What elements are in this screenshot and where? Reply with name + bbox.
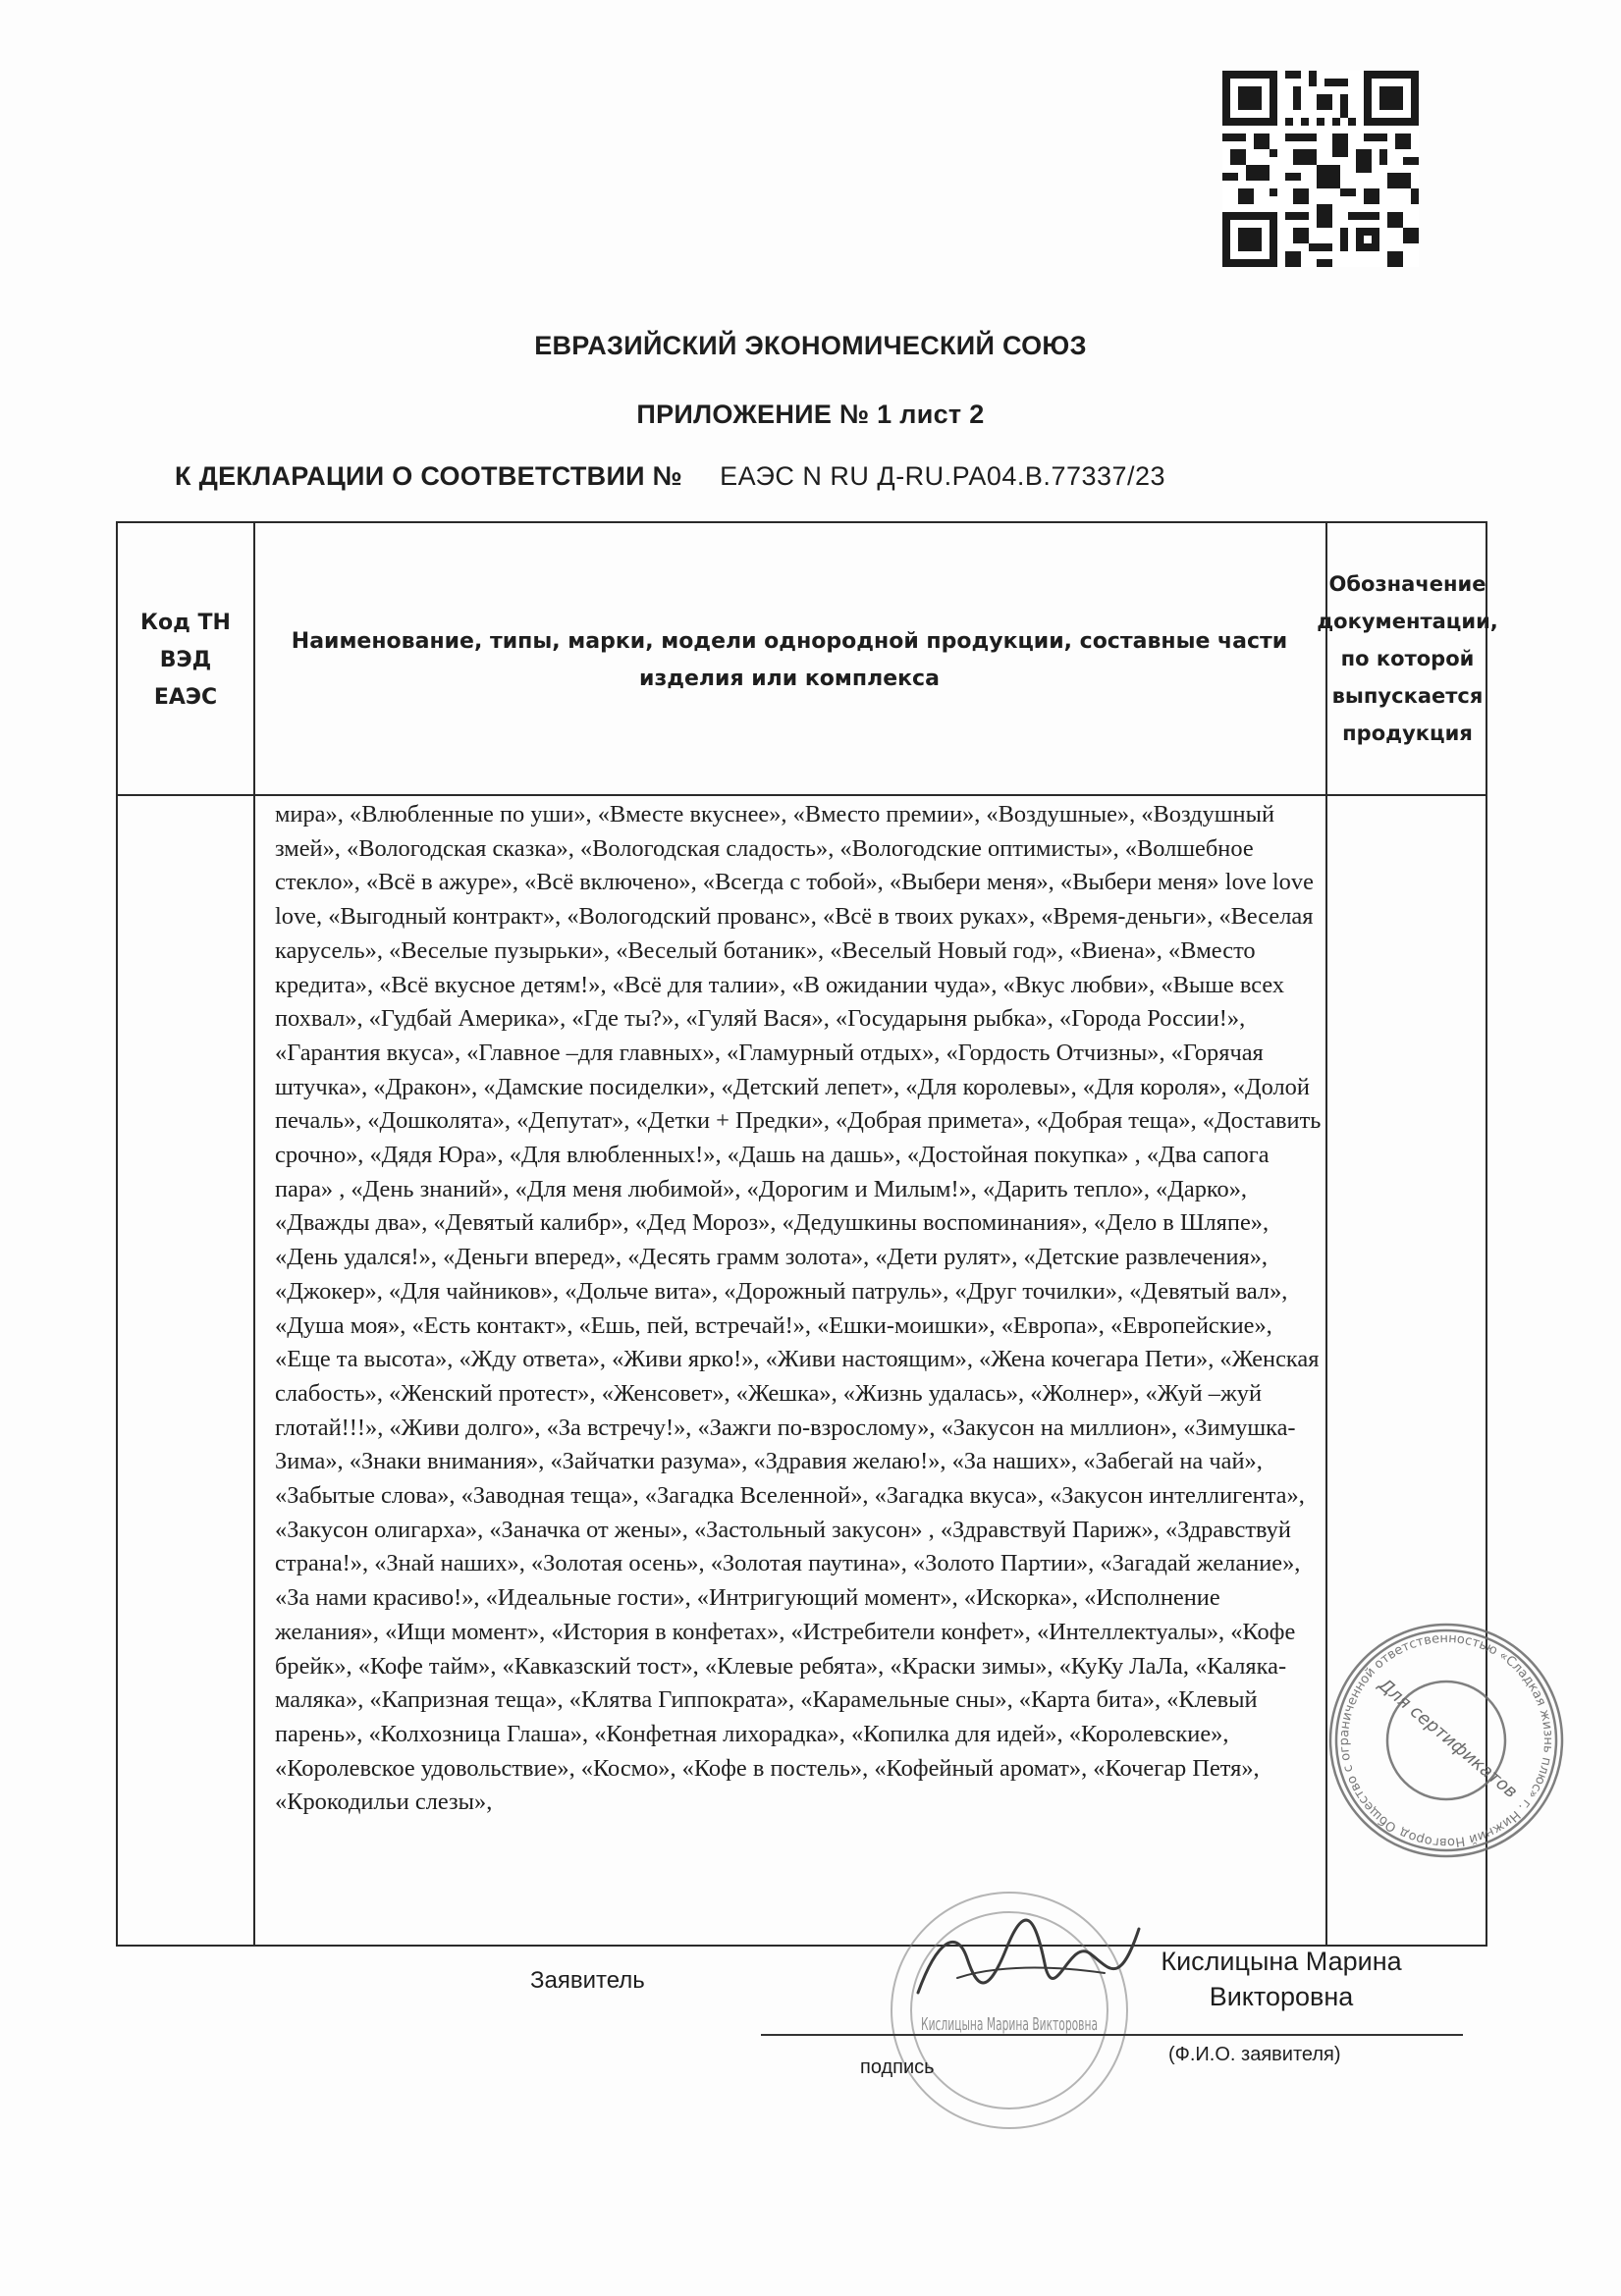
stamp-ring-text: Общество с ограниченной ответственностью «Сладкая жизнь плюс» г. Нижний Новгород xyxy=(1336,1630,1556,1850)
stamp-center-text: Для сертификатов xyxy=(1374,1674,1522,1803)
handwritten-signature-icon xyxy=(898,1899,1154,2017)
product-names-list: мира», «Влюбленные по уши», «Вместе вкуснее», «Вместо премии», «Воздушные», «Воздушный змей», «Вологодская сказка», «Вологодская сладость», «Вологодские оптимисты», «Волшебное стекло», «Всё в ажуре», «Всё включено», «Всегда с тобой», «Выбери меня», «Выбери меня» love love love, «Выгодный контракт», «Вологодский прованс», «Всё в твоих руках», «Время-деньги», «Веселая карусель», «Веселые пузырьки», «Веселый ботаник», «Веселый Новый год», «Виена», «Вместо кредита», «Всё вкусное детям!», «Всё для талии», «В ожидании чуда», «Вкус любви», «Выше всех похвал», «Гудбай Америка», «Где ты?», «Гуляй Вася», «Государыня рыбка», «Города России!», «Гарантия вкуса», «Главное –для главных», «Гламурный отдых», «Гордость Отчизны», «Горячая штучка», «Дракон», «Дамские посиделки», «Детский лепет», «Для королевы», «Для короля», «Долой печаль», «Дошколята», «Депутат», «Детки + Предки», «Добрая примета», «Добрая теща», «Доставить срочно», «Дядя Юра», «Для влюбленных!», «Дашь на дашь», «Достойная покупка» , «Два сапога пара» , «День знаний», «Для меня любимой», «Дорогим и Милым!», «Дарить тепло», «Дарко», «Дважды два», «Девятый калибр», «Дед Мороз», «Дедушкины воспоминания», «Дело в Шляпе», «День удался!», «Деньги вперед», «Десять грамм золота», «Дети рулят», «Детские развлечения», «Джокер», «Для чайников», «Дольче вита», «Дорожный патруль», «Друг точилки», «Девятый вал», «Душа моя», «Есть контакт», «Ешь, пей, встречай!», «Ешки-моишки», «Европа», «Европейские», «Еще та высота», «Жду ответа», «Живи ярко!», «Живи настоящим», «Жена кочегара Пети», «Женская слабость», «Женский протест», «Женсовет», «Жешка», «Жизнь удалась», «Жолнер», «Жуй –жуй глотай!!!», «Живи долго», «За встречу!», «Зажги по-взрослому», «Закусон на миллион», «Зимушка-Зима», «Знаки внимания», «Зайчатки разума», «Здравия желаю!», «За наших», «Забегай на чай», «Забытые слова», «Заводная теща», «Загадка Вселенной», «Загадка вкуса», «Закусон интеллигента», «Закусон олигарха», «Заначка от жены», «Застольный закусон» , «Здравствуй Париж», «Здравствуй страна!», «Знай наших», «Золотая осень», «Золотая паутина», «Золото Партии», «Загадай желание», «За нами красиво!», «Идеальные гости», «Интригующий момент», «Искорка», «Исполнение желания», «Ищи момент», «История в конфетах», «Истребители конфет», «Интеллектуалы», «Кофе брейк», «Кофе тайм», «Кавказский тост», «Клевые ребята», «Краски зимы», «КуКу ЛаЛа, «Каляка-маляка», «Капризная теща», «Клятва Гиппократа», «Карамельные сны», «Карта бита», «Клевый парень», «Колхозница Глаша», «Конфетная лихорадка», «Копилка для идей», «Королевские», «Королевское удовольствие», «Космо», «Кофе в постель», «Кофейный аромат», «Кочегар Петя», «Крокодильи слезы», xyxy=(275,801,1322,1816)
col-header-doc-line: продукция xyxy=(1342,721,1473,745)
col-header-code-line: Код ТН xyxy=(140,611,231,635)
appendix-title: ПРИЛОЖЕНИЕ № 1 лист 2 xyxy=(636,400,985,429)
col-header-doc-line: выпускается xyxy=(1331,684,1484,708)
header-divider xyxy=(118,794,1486,796)
col-header-name: Наименование, типы, марки, модели однородной продукции, составные части изделия или комплекса xyxy=(291,629,1288,691)
col-header-code-line: ВЭД xyxy=(159,648,212,672)
col-header-documentation xyxy=(1317,523,1498,794)
applicant-name-line: Кислицына Марина xyxy=(1161,1947,1402,1976)
col-header-doc-line: документации, xyxy=(1317,610,1498,633)
col-header-doc-line: по которой xyxy=(1340,647,1475,670)
name-caption: (Ф.И.О. заявителя) xyxy=(1168,2044,1341,2065)
company-stamp-icon xyxy=(1324,1618,1569,1863)
signer-stamp-text: Кислицына Марина Викторовна xyxy=(921,2014,1098,2035)
applicant-name-line: Викторовна xyxy=(1209,1982,1354,2011)
col-header-code xyxy=(118,553,253,769)
qr-code-icon xyxy=(1222,71,1419,267)
signature-line xyxy=(761,2034,1463,2036)
union-title: ЕВРАЗИЙСКИЙ ЭКОНОМИЧЕСКИЙ СОЮЗ xyxy=(534,331,1087,360)
applicant-name xyxy=(1134,1944,1429,2014)
declaration-label: К ДЕКЛАРАЦИИ О СООТВЕТСТВИИ № xyxy=(175,461,683,491)
declaration-number: ЕАЭС N RU Д-RU.РА04.В.77337/23 xyxy=(720,461,1166,491)
signature-caption: подпись xyxy=(860,2056,935,2078)
applicant-label: Заявитель xyxy=(530,1967,645,1994)
col-header-doc-line: Обозначение xyxy=(1328,572,1486,596)
declaration-heading xyxy=(175,461,1165,492)
products-table xyxy=(116,521,1498,1947)
col-header-code-line: ЕАЭС xyxy=(153,685,218,710)
